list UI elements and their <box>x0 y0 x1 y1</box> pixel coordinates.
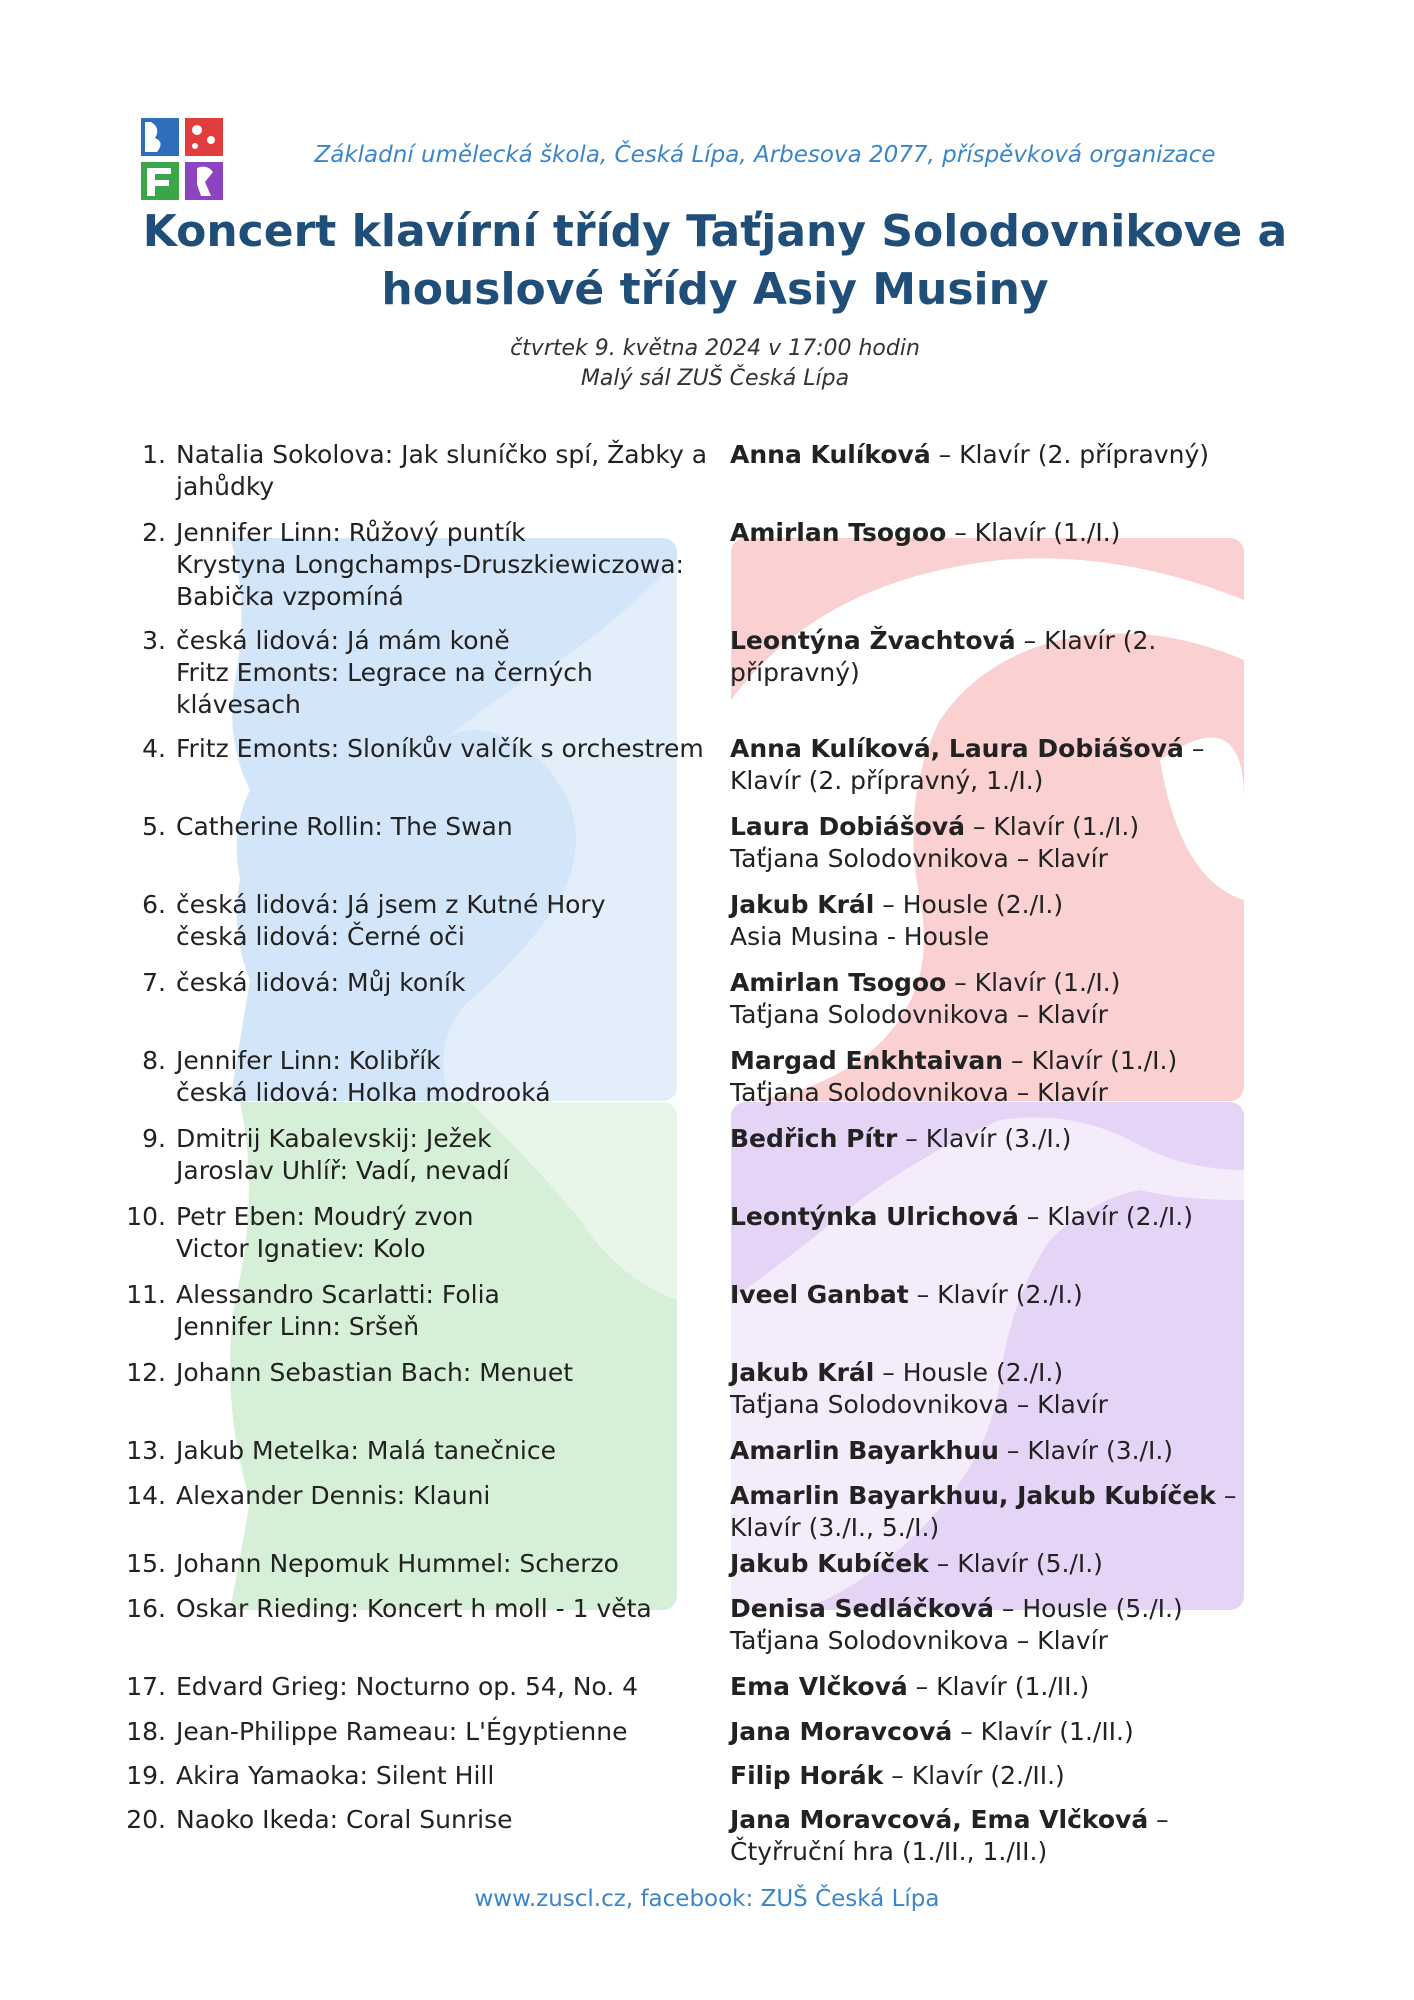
performer-line <box>730 1480 1275 1544</box>
program-item-pieces <box>176 1123 721 1187</box>
program-item-pieces <box>176 1593 721 1625</box>
title-line-1: Koncert klavírní třídy Taťjany Solodovnikove a <box>142 206 1288 257</box>
performer-line <box>730 1716 1275 1748</box>
title-line-2: houslové třídy Asiy Musiny <box>381 264 1049 315</box>
program-item-performers <box>730 1201 1275 1233</box>
performer-name: Amarlin Bayarkhuu, Jakub Kubíček <box>730 1481 1216 1510</box>
piece-line: Babička vzpomíná <box>176 582 404 611</box>
performer-name: Jakub Král <box>730 1358 875 1387</box>
concert-date: čtvrtek 9. května 2024 v 17:00 hodin <box>510 336 920 361</box>
program-item-performers <box>730 889 1275 953</box>
program-item-performers <box>730 1123 1275 1155</box>
program-item-pieces <box>176 1201 721 1265</box>
performer-instrument: – Klavír (2./II.) <box>883 1761 1065 1790</box>
program-item-performers <box>730 517 1275 549</box>
performer-line <box>730 439 1275 471</box>
program-item-pieces <box>176 1480 721 1512</box>
performer-name: Jana Moravcová <box>730 1717 953 1746</box>
performer-name: Bedřich Pítr <box>730 1124 898 1153</box>
program-item-number: 10. <box>126 1202 166 1231</box>
program-item-pieces <box>176 889 721 953</box>
performer-instrument: – Klavír (2./I.) <box>1018 1202 1193 1231</box>
performer-line <box>730 1201 1275 1233</box>
performer-name: Ema Vlčková <box>730 1672 908 1701</box>
performer-name: Leontýna Žvachtová <box>730 626 1016 655</box>
piece-line: klávesach <box>176 690 301 719</box>
piece-line: Alessandro Scarlatti: Folia <box>176 1280 500 1309</box>
performer-line <box>730 811 1275 843</box>
program-item-pieces <box>176 439 721 503</box>
program-item-performers <box>730 1593 1275 1657</box>
performer-instrument: – Klavír (2. přípravný, 1./I.) <box>730 734 1205 795</box>
program-item-pieces <box>176 1045 721 1109</box>
piece-line: Natalia Sokolova: Jak sluníčko spí, Žabky a <box>176 440 708 469</box>
program-item-performers <box>730 1716 1275 1748</box>
performer-line <box>730 733 1275 797</box>
program-item-number: 9. <box>142 1124 166 1153</box>
performer-line <box>730 1123 1275 1155</box>
program-item-performers <box>730 439 1275 471</box>
performer-instrument: – Klavír (3./I., 5./I.) <box>730 1481 1237 1542</box>
performer-instrument: – Klavír (1./II.) <box>907 1672 1090 1701</box>
performer-line <box>730 1045 1275 1077</box>
concert-venue: Malý sál ZUŠ Česká Lípa <box>580 366 850 391</box>
performer-instrument: – Klavír (1./I.) <box>965 812 1140 841</box>
program-item-performers <box>730 733 1275 797</box>
program-item-number: 5. <box>142 812 166 841</box>
program-item-number: 15. <box>126 1549 166 1578</box>
performer-instrument: – Klavír (2./I.) <box>908 1280 1083 1309</box>
performer-name: Jana Moravcová, Ema Vlčková <box>730 1805 1149 1834</box>
piece-line: Victor Ignatiev: Kolo <box>176 1234 426 1263</box>
program-item-pieces <box>176 967 721 999</box>
piece-line: Jaroslav Uhlíř: Vadí, nevadí <box>176 1156 510 1185</box>
performer-instrument: – Housle (2./I.) <box>874 890 1064 919</box>
program-item-number: 6. <box>142 890 166 919</box>
program-item-pieces <box>176 733 721 765</box>
program-item-pieces <box>176 1716 721 1748</box>
piece-line: česká lidová: Černé oči <box>176 922 465 951</box>
piece-line: jahůdky <box>176 472 275 501</box>
program-item-number: 16. <box>126 1594 166 1623</box>
performer-line <box>730 1671 1275 1703</box>
piece-line: Catherine Rollin: The Swan <box>176 812 513 841</box>
program-item-pieces <box>176 1548 721 1580</box>
piece-line: Edvard Grieg: Nocturno op. 54, No. 4 <box>176 1672 639 1701</box>
program-item-number: 11. <box>126 1280 166 1309</box>
piece-line: Akira Yamaoka: Silent Hill <box>176 1761 495 1790</box>
program-item-number: 2. <box>142 518 166 547</box>
accompanist: Taťjana Solodovnikova – Klavír <box>730 844 1108 873</box>
performer-line <box>730 1435 1275 1467</box>
performer-line <box>730 889 1275 921</box>
program-item-performers <box>730 1760 1275 1792</box>
performer-instrument: – Housle (5./I.) <box>993 1594 1183 1623</box>
piece-line: Fritz Emonts: Legrace na černých <box>176 658 593 687</box>
program-item-number: 14. <box>126 1481 166 1510</box>
performer-line <box>730 1357 1275 1389</box>
performer-instrument: – Klavír (2. přípravný) <box>730 626 1157 687</box>
piece-line: Johann Nepomuk Hummel: Scherzo <box>176 1549 619 1578</box>
piece-line: Jakub Metelka: Malá tanečnice <box>176 1436 556 1465</box>
piece-line: Alexander Dennis: Klauni <box>176 1481 491 1510</box>
accompanist: Taťjana Solodovnikova – Klavír <box>730 1626 1108 1655</box>
performer-instrument: – Klavír (2. přípravný) <box>930 440 1210 469</box>
program-item-number: 1. <box>142 440 166 469</box>
program-item-performers <box>730 1279 1275 1311</box>
piece-line: Johann Sebastian Bach: Menuet <box>176 1358 574 1387</box>
piece-line: česká lidová: Já mám koně <box>176 626 510 655</box>
performer-line <box>730 1279 1275 1311</box>
piece-line: Jean-Philippe Rameau: L'Égyptienne <box>176 1717 628 1746</box>
program-item-pieces <box>176 811 721 843</box>
performer-instrument: – Klavír (1./I.) <box>946 518 1121 547</box>
performer-instrument: – Čtyřruční hra (1./II., 1./II.) <box>730 1805 1169 1866</box>
performer-instrument: – Klavír (3./I.) <box>998 1436 1174 1465</box>
performer-name: Margad Enkhtaivan <box>730 1046 1004 1075</box>
program-item-performers <box>730 1548 1275 1580</box>
performer-instrument: – Klavír (1./I.) <box>1003 1046 1178 1075</box>
program-item-performers <box>730 1435 1275 1467</box>
program-item-pieces <box>176 1804 721 1836</box>
program-item-number: 12. <box>126 1358 166 1387</box>
program-item-number: 13. <box>126 1436 166 1465</box>
piece-line: česká lidová: Holka modrooká <box>176 1078 551 1107</box>
piece-line: česká lidová: Můj koník <box>176 968 466 997</box>
performer-instrument: – Klavír (3./I.) <box>897 1124 1072 1153</box>
accompanist: Asia Musina - Housle <box>730 922 990 951</box>
performer-name: Anna Kulíková, Laura Dobiášová <box>730 734 1184 763</box>
program-item-performers <box>730 811 1275 875</box>
performer-name: Laura Dobiášová <box>730 812 965 841</box>
program-item-performers <box>730 1671 1275 1703</box>
performer-name: Denisa Sedláčková <box>730 1594 994 1623</box>
program-item-performers <box>730 1480 1275 1544</box>
performer-instrument: – Klavír (1./I.) <box>946 968 1121 997</box>
piece-line: Jennifer Linn: Sršeň <box>176 1312 420 1341</box>
program-item-number: 19. <box>126 1761 166 1790</box>
program-item-number: 4. <box>142 734 166 763</box>
performer-name: Amirlan Tsogoo <box>730 968 947 997</box>
performer-line <box>730 1804 1275 1868</box>
program-item-number: 3. <box>142 626 166 655</box>
accompanist: Taťjana Solodovnikova – Klavír <box>730 1078 1108 1107</box>
piece-line: Krystyna Longchamps-Druszkiewiczowa: <box>176 550 684 579</box>
performer-name: Amirlan Tsogoo <box>730 518 947 547</box>
piece-line: Oskar Rieding: Koncert h moll - 1 věta <box>176 1594 652 1623</box>
piece-line: česká lidová: Já jsem z Kutné Hory <box>176 890 606 919</box>
program-item-number: 8. <box>142 1046 166 1075</box>
program-item-pieces <box>176 1671 721 1703</box>
program-item-pieces <box>176 1357 721 1389</box>
piece-line: Jennifer Linn: Růžový puntík <box>176 518 526 547</box>
performer-name: Amarlin Bayarkhuu <box>730 1436 999 1465</box>
program-item-performers <box>730 1804 1275 1868</box>
piece-line: Dmitrij Kabalevskij: Ježek <box>176 1124 492 1153</box>
program-item-number: 17. <box>126 1672 166 1701</box>
performer-name: Anna Kulíková <box>730 440 931 469</box>
program-item-pieces <box>176 625 721 721</box>
program-item-performers <box>730 1045 1275 1109</box>
program-item-number: 7. <box>142 968 166 997</box>
performer-name: Filip Horák <box>730 1761 884 1790</box>
program-item-performers <box>730 1357 1275 1421</box>
piece-line: Naoko Ikeda: Coral Sunrise <box>176 1805 513 1834</box>
program-item-performers <box>730 625 1275 689</box>
performer-instrument: – Housle (2./I.) <box>874 1358 1064 1387</box>
performer-name: Iveel Ganbat <box>730 1280 909 1309</box>
program-item-number: 18. <box>126 1717 166 1746</box>
performer-line <box>730 967 1275 999</box>
accompanist: Taťjana Solodovnikova – Klavír <box>730 1390 1108 1419</box>
school-name: Základní umělecká škola, Česká Lípa, Arbesova 2077, příspěvková organizace <box>314 142 1216 168</box>
performer-instrument: – Klavír (5./I.) <box>928 1549 1103 1578</box>
performer-line <box>730 1548 1275 1580</box>
performer-line <box>730 1593 1275 1625</box>
piece-line: Fritz Emonts: Sloníkův valčík s orchestrem <box>176 734 704 763</box>
performer-line <box>730 625 1275 689</box>
accompanist: Taťjana Solodovnikova – Klavír <box>730 1000 1108 1029</box>
program-item-pieces <box>176 1760 721 1792</box>
performer-name: Jakub Král <box>730 890 875 919</box>
program-item-number: 20. <box>126 1805 166 1834</box>
program-item-pieces <box>176 1279 721 1343</box>
performer-instrument: – Klavír (1./II.) <box>952 1717 1134 1746</box>
program-item-pieces <box>176 1435 721 1467</box>
performer-line <box>730 1760 1275 1792</box>
performer-name: Leontýnka Ulrichová <box>730 1202 1019 1231</box>
piece-line: Petr Eben: Moudrý zvon <box>176 1202 474 1231</box>
performer-name: Jakub Kubíček <box>730 1549 929 1578</box>
piece-line: Jennifer Linn: Kolibřík <box>176 1046 441 1075</box>
program-item-pieces <box>176 517 721 613</box>
footer-links: www.zuscl.cz, facebook: ZUŠ Česká Lípa <box>474 1886 940 1912</box>
program-item-performers <box>730 967 1275 1031</box>
performer-line <box>730 517 1275 549</box>
